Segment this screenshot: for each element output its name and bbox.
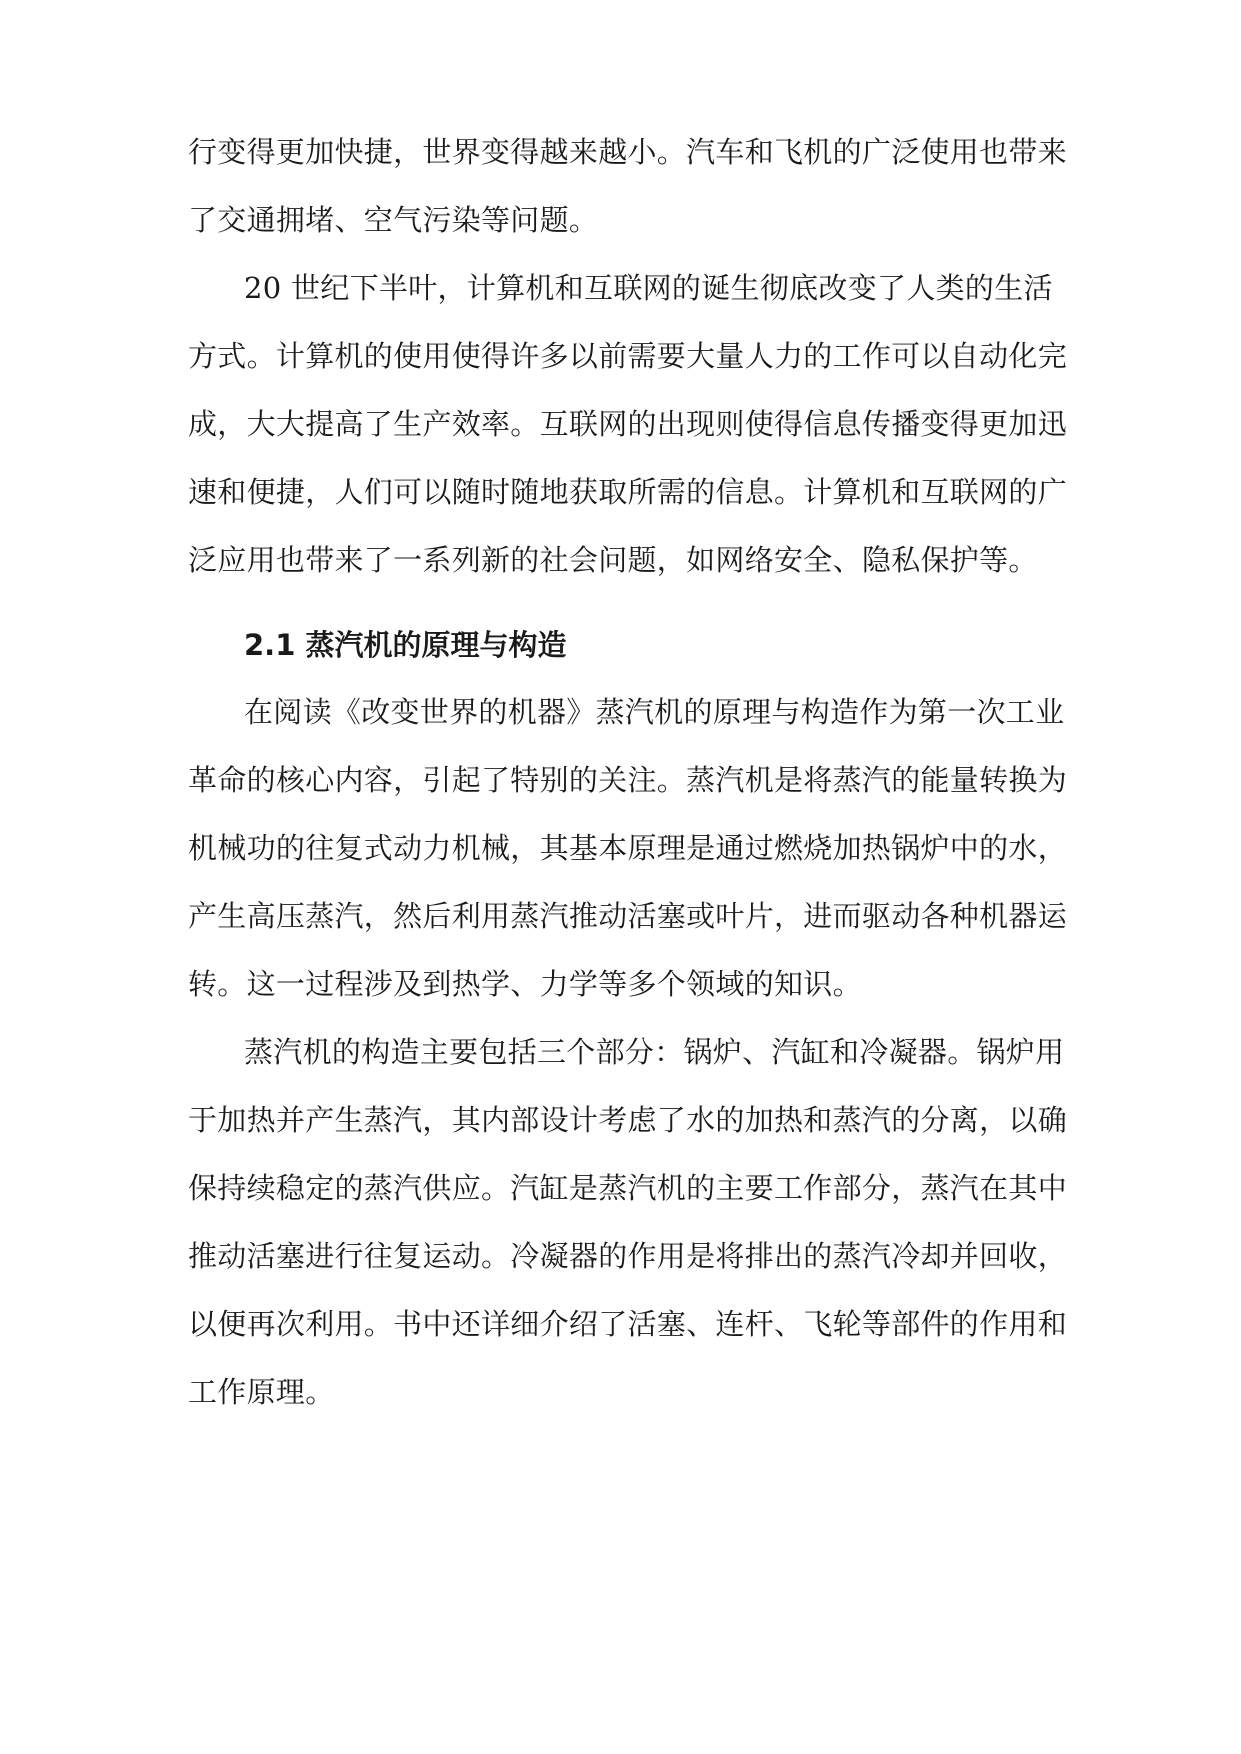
text-line: 于加热并产生蒸汽，其内部设计考虑了水的加热和蒸汽的分离，以确 (188, 1103, 1068, 1137)
text-line: 在阅读《改变世界的机器》蒸汽机的原理与构造作为第一次工业 (244, 695, 1065, 729)
text-line: 以便再次利用。书中还详细介绍了活塞、连杆、飞轮等部件的作用和 (188, 1307, 1068, 1341)
text-line: 工作原理。 (188, 1375, 335, 1409)
text-line: 速和便捷，人们可以随时随地获取所需的信息。计算机和互联网的广 (188, 475, 1068, 509)
section-heading: 2.1 蒸汽机的原理与构造 (244, 628, 567, 662)
text-line: 机械功的往复式动力机械，其基本原理是通过燃烧加热锅炉中的水， (188, 831, 1068, 865)
text-line: 蒸汽机的构造主要包括三个部分：锅炉、汽缸和冷凝器。锅炉用 (244, 1035, 1065, 1069)
text-line: 20 世纪下半叶，计算机和互联网的诞生彻底改变了人类的生活 (244, 271, 1053, 305)
text-line: 推动活塞进行往复运动。冷凝器的作用是将排出的蒸汽冷却并回收， (188, 1239, 1068, 1273)
text-line: 革命的核心内容，引起了特别的关注。蒸汽机是将蒸汽的能量转换为 (188, 763, 1068, 797)
text-line: 转。这一过程涉及到热学、力学等多个领域的知识。 (188, 967, 862, 1001)
text-line: 方式。计算机的使用使得许多以前需要大量人力的工作可以自动化完 (188, 339, 1068, 373)
text-line: 保持续稳定的蒸汽供应。汽缸是蒸汽机的主要工作部分，蒸汽在其中 (188, 1171, 1068, 1205)
text-line: 泛应用也带来了一系列新的社会问题，如网络安全、隐私保护等。 (188, 543, 1038, 577)
text-line: 行变得更加快捷，世界变得越来越小。汽车和飞机的广泛使用也带来 (188, 135, 1068, 169)
text-line: 产生高压蒸汽，然后利用蒸汽推动活塞或叶片，进而驱动各种机器运 (188, 899, 1068, 933)
text-line: 成，大大提高了生产效率。互联网的出现则使得信息传播变得更加迅 (188, 407, 1068, 441)
text-line: 了交通拥堵、空气污染等问题。 (188, 203, 599, 237)
